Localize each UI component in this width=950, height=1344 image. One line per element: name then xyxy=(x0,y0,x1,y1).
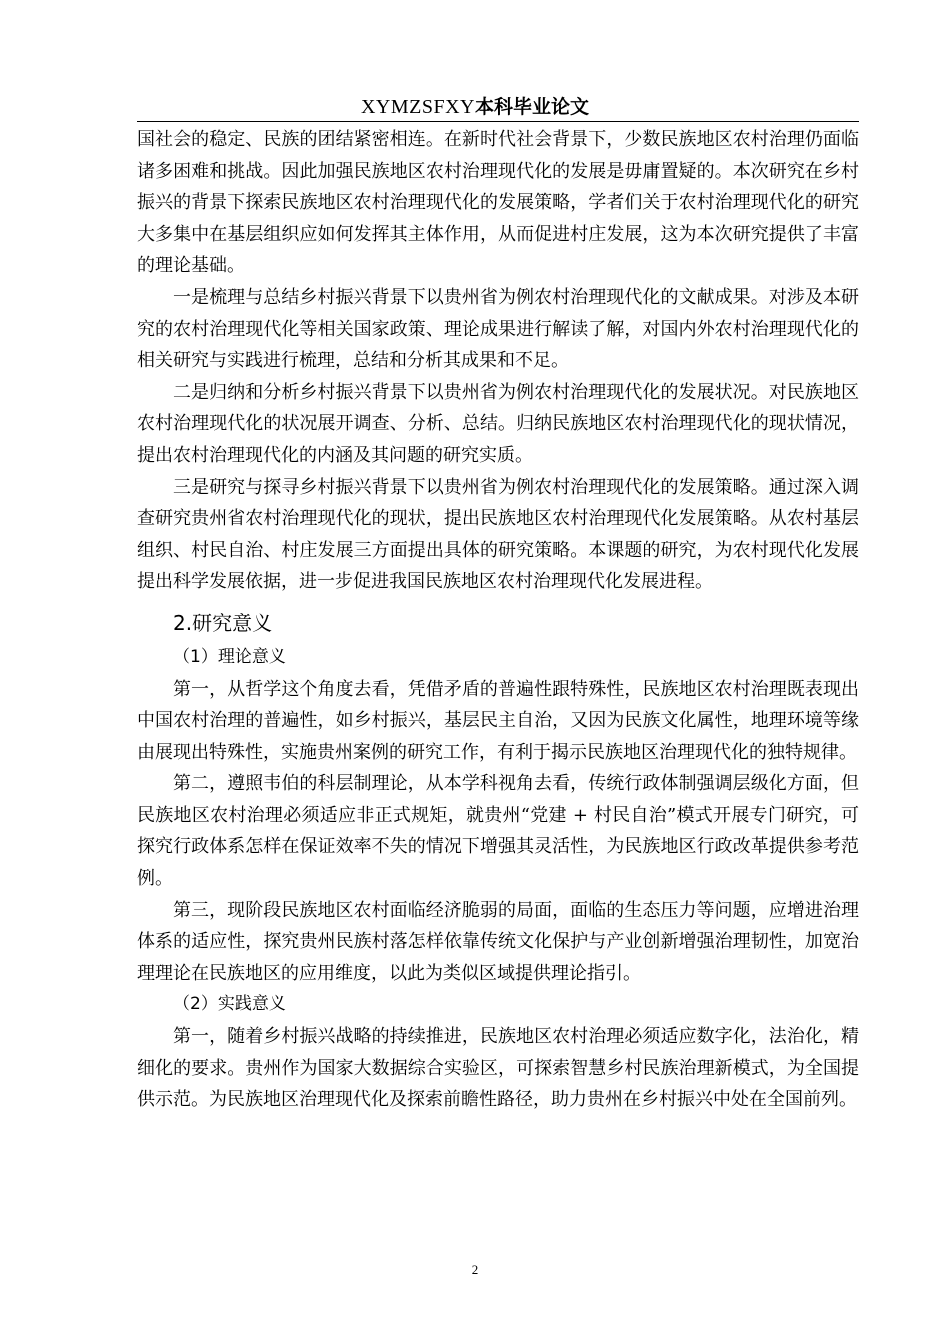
paragraph-continuation: 国社会的稳定、民族的团结紧密相连。在新时代社会背景下，少数民族地区农村治理仍面临诸多困难和挑战。因此加强民族地区农村治理现代化的发展是毋庸置疑的。本次研究在乡村振兴的背景下探索民族地区农村治理现代化的发展策略，学者们关于农村治理现代化的研究大多集中在基层组织应如何发挥其主体作用，从而促进村庄发展，这为本次研究提供了丰富的理论基础。 xyxy=(137,129,859,277)
page-number: 2 xyxy=(471,1262,479,1277)
subheading-practice: （2）实践意义 xyxy=(173,994,286,1015)
paragraph-goal-2: 二是归纳和分析乡村振兴背景下以贵州省为例农村治理现代化的发展状况。对民族地区农村治理现代化的状况展开调查、分析、总结。归纳民族地区农村治理现代化的现状情况，提出农村治理现代化的内涵及其问题的研究实质。 xyxy=(137,381,859,466)
page-header xyxy=(0,94,950,120)
document-body xyxy=(137,124,859,1116)
paragraph-goal-3: 三是研究与探寻乡村振兴背景下以贵州省为例农村治理现代化的发展策略。通过深入调查研究贵州省农村治理现代化的现状，提出民族地区农村治理现代化发展策略。从农村基层组织、村民自治、村庄发展三方面提出具体的研究策略。本课题的研究，为农村现代化发展提出科学发展依据，进一步促进我国民族地区农村治理现代化发展进程。 xyxy=(137,476,859,593)
paragraph-goal-1: 一是梳理与总结乡村振兴背景下以贵州省为例农村治理现代化的文献成果。对涉及本研究的农村治理现代化等相关国家政策、理论成果进行解读了解，对国内外农村治理现代化的相关研究与实践进行梳理，总结和分析其成果和不足。 xyxy=(137,286,859,372)
section-heading-significance: 2.研究意义 xyxy=(173,610,273,635)
header-divider xyxy=(137,121,859,122)
header-code: XYMZSFXY xyxy=(360,96,475,118)
paragraph-theory-2: 第二，遵照韦伯的科层制理论，从本学科视角去看，传统行政体制强调层级化方面，但民族地区农村治理必须适应非正式规矩，就贵州“党建 + 村民自治”模式开展专门研究，可探究行政体系怎样在保证效率不失的情况下增强其灵活性，为民族地区行政改革提供参考范例。 xyxy=(137,773,859,890)
paragraph-theory-1: 第一，从哲学这个角度去看，凭借矛盾的普遍性跟特殊性，民族地区农村治理既表现出中国农村治理的普遍性，如乡村振兴，基层民主自治，又因为民族文化属性，地理环境等缘由展现出特殊性，实施贵州案例的研究工作，有利于揭示民族地区治理现代化的独特规律。 xyxy=(137,678,859,763)
paragraph-theory-3: 第三，现阶段民族地区农村面临经济脆弱的局面，面临的生态压力等问题，应增进治理体系的适应性，探究贵州民族村落怎样依靠传统文化保护与产业创新增强治理韧性，加宽治理理论在民族地区的应用维度，以此为类似区域提供理论指引。 xyxy=(137,899,859,984)
subheading-theory: （1）理论意义 xyxy=(173,646,286,667)
paragraph-practice-1: 第一，随着乡村振兴战略的持续推进，民族地区农村治理必须适应数字化，法治化，精细化的要求。贵州作为国家大数据综合实验区，可探索智慧乡村民族治理新模式，为全国提供示范。为民族地区治理现代化及探索前瞻性路径，助力贵州在乡村振兴中处在全国前列。 xyxy=(137,1026,859,1111)
header-title: 本科毕业论文 xyxy=(475,96,590,118)
